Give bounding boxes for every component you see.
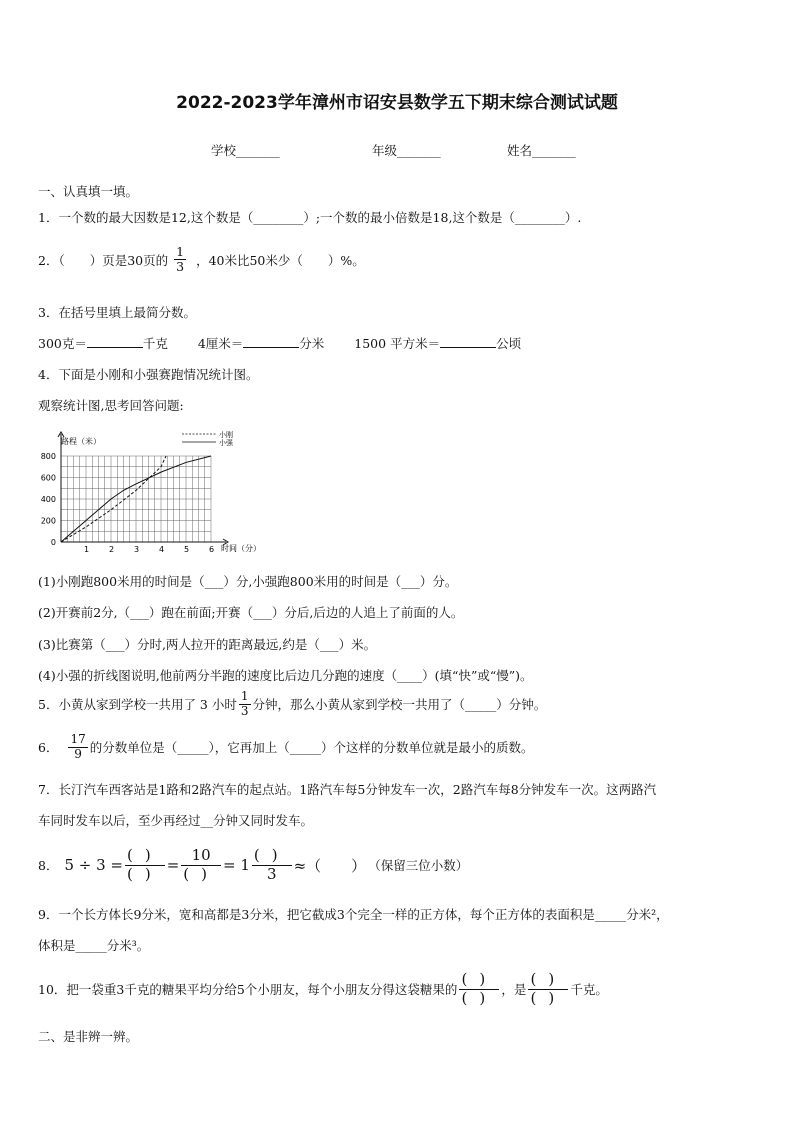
race-line-chart — [36, 424, 276, 559]
question-10-text-a: 10．把一袋重3千克的糖果平均分给5个小朋友，每个小朋友分得这袋糖果的 — [38, 982, 458, 997]
question-10-text-c: 千克。 — [570, 982, 608, 997]
question-6-text-a: 6． — [38, 740, 59, 756]
blank-numerator[interactable]: () — [528, 971, 568, 989]
q3-unit1: 千克 — [142, 336, 168, 351]
answer-blank[interactable] — [87, 335, 143, 348]
question-9-line-2: 体积是_____分米³。 — [38, 938, 150, 953]
equals-sign: = — [166, 856, 180, 874]
question-10-fraction-2 — [528, 971, 568, 1007]
approx-blank[interactable]: ≈（ ） — [293, 856, 367, 875]
blank-denominator[interactable]: () — [126, 864, 163, 883]
question-10 — [38, 966, 608, 1012]
question-6-fraction — [68, 733, 87, 762]
fraction-numerator: 1 — [176, 244, 185, 259]
school-field[interactable]: 学校_______ — [211, 143, 280, 158]
blank-denominator[interactable]: () — [461, 988, 498, 1007]
chart-grid — [61, 456, 211, 542]
question-5 — [38, 690, 546, 719]
question-9-line-1: 9．一个长方体长9分米，宽和高都是3分米，把它截成3个完全一样的正方体，每个正方体的表面积是_____分米²， — [38, 907, 669, 922]
x-tick-label: 2 — [109, 545, 115, 554]
question-7-line-1: 7．长汀汽车西客站是1路和2路汽车的起点站。1路汽车每5分钟发车一次，2路汽车每8分钟发车一次。这两路汽 — [38, 782, 657, 797]
x-tick-label: 1 — [84, 545, 90, 554]
grade-field[interactable]: 年级_______ — [372, 143, 441, 158]
question-5-fraction — [239, 690, 251, 719]
question-3-items — [38, 334, 521, 352]
question-2-text-b: ，40米比50米少（ ）%。 — [196, 252, 365, 268]
fraction-denominator: 9 — [74, 746, 82, 761]
q3-part1: 300克＝ — [38, 336, 87, 351]
x-axis-label: 时间（分） — [221, 544, 261, 553]
question-6-text-b: 的分数单位是（_____），它再加上（_____）个这样的分数单位就是最小的质数。 — [89, 740, 534, 756]
question-2-text-a: 2．（ ）页是30页的 — [38, 252, 169, 268]
blank-denominator[interactable]: () — [530, 988, 567, 1007]
y-tick-label: 200 — [40, 516, 56, 526]
question-8-fraction-3 — [252, 847, 292, 883]
fraction-numerator: 17 — [70, 732, 86, 746]
question-6 — [38, 733, 534, 762]
question-5-text-b: 分钟，那么小黄从家到学校一共用了（_____）分钟。 — [252, 697, 547, 713]
question-5-text-a: 5．小黄从家到学校一共用了 3 小时 — [38, 697, 237, 713]
x-tick-label: 4 — [159, 545, 165, 554]
section-1-heading: 一、认真填一填。 — [38, 184, 139, 199]
name-field[interactable]: 姓名_______ — [507, 143, 576, 158]
question-8-expr: 5 ÷ 3 = — [64, 856, 123, 874]
x-tick-label: 6 — [209, 545, 215, 554]
question-8-fraction-2 — [181, 847, 221, 883]
answer-blank[interactable] — [440, 335, 496, 348]
answer-blank[interactable] — [243, 335, 299, 348]
question-3-stem: 3．在括号里填上最简分数。 — [38, 305, 196, 320]
fraction-numerator: 10 — [181, 847, 221, 865]
x-tick-label: 5 — [184, 545, 190, 554]
question-8-fraction-1 — [125, 847, 165, 883]
y-tick-label: 600 — [40, 473, 56, 483]
legend-label: 小强 — [219, 439, 233, 447]
fraction-denominator: 3 — [240, 703, 249, 718]
fraction-denominator: 3 — [176, 259, 185, 275]
blank-denominator[interactable]: () — [183, 864, 219, 883]
q3-unit2: 分米 — [299, 336, 325, 351]
q3-part3: 1500 平方米＝ — [354, 336, 441, 351]
question-4-part-2: (2)开赛前2分,（___）跑在前面;开赛（___）分后,后边的人追上了前面的人。 — [38, 605, 464, 620]
x-tick-label: 3 — [134, 545, 140, 554]
equals-one: = 1 — [223, 856, 250, 874]
q3-unit3: 公顷 — [496, 336, 522, 351]
question-4-part-1: (1)小刚跑800米用的时间是（___）分,小强跑800米用的时间是（___）分。 — [38, 574, 458, 589]
fraction-numerator: 1 — [240, 689, 249, 703]
q3-part2: 4厘米＝ — [197, 336, 244, 351]
question-7-line-2: 车同时发车以后，至少再经过__分钟又同时发车。 — [38, 813, 314, 828]
section-2-heading: 二、是非辨一辨。 — [38, 1029, 139, 1044]
y-tick-label: 800 — [40, 452, 56, 461]
question-4-part-4: (4)小强的折线图说明,他前两分半跑的速度比后边几分跑的速度（____）(填“快”或“慢”)。 — [38, 668, 533, 683]
question-8-note: （保留三位小数） — [368, 858, 469, 873]
y-tick-label: 400 — [40, 495, 56, 504]
question-2-fraction — [174, 245, 186, 275]
question-10-fraction-1 — [459, 971, 499, 1007]
legend-label: 小刚 — [219, 431, 233, 439]
y-tick-label: 0 — [50, 538, 56, 547]
y-axis-label: 路程（米） — [61, 437, 101, 446]
chart-legend — [182, 430, 234, 447]
blank-numerator[interactable]: () — [126, 846, 163, 865]
question-8 — [38, 842, 468, 888]
question-1: 1．一个数的最大因数是12,这个数是（________）;一个数的最小倍数是18,这个数是（________）. — [38, 210, 582, 225]
question-2 — [38, 245, 365, 275]
blank-numerator[interactable]: () — [459, 971, 499, 989]
page-title: 2022-2023学年漳州市诏安县数学五下期末综合测试试题 — [176, 93, 618, 113]
question-8-label: 8． — [38, 858, 59, 873]
blank-numerator[interactable]: () — [253, 846, 290, 865]
question-10-text-b: ，是 — [501, 982, 527, 997]
fraction-denominator: 3 — [266, 864, 277, 883]
question-4-stem: 4．下面是小刚和小强赛跑情况统计图。 — [38, 367, 259, 382]
question-4-part-3: (3)比赛第（___）分时,两人拉开的距离最远,约是（___）米。 — [38, 637, 377, 652]
question-4-sub: 观察统计图,思考回答问题: — [38, 398, 184, 413]
